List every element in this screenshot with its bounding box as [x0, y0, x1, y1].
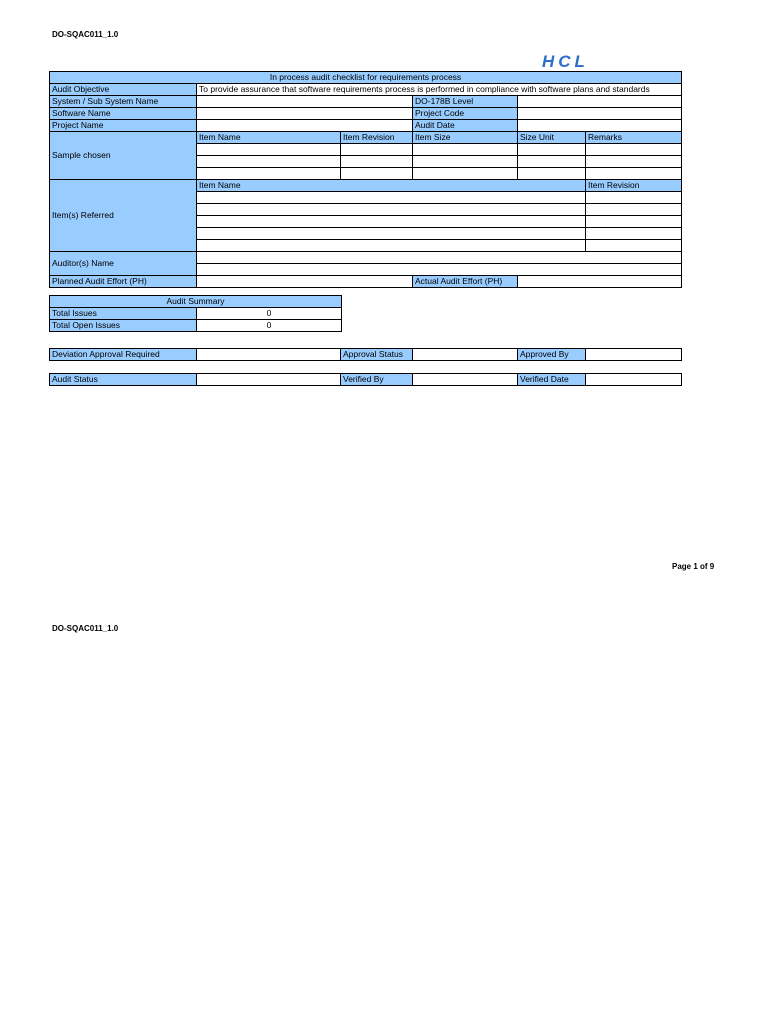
sample-chosen-label: Sample chosen — [50, 132, 197, 180]
verified-by-field[interactable] — [413, 374, 518, 386]
checklist-table — [49, 71, 682, 288]
sample-cell[interactable] — [413, 156, 518, 168]
items-cell[interactable] — [586, 240, 682, 252]
items-col-item-revision: Item Revision — [586, 180, 682, 192]
deviation-table — [49, 348, 682, 361]
sample-cell[interactable] — [413, 168, 518, 180]
sample-col-item-size: Item Size — [413, 132, 518, 144]
sample-cell[interactable] — [518, 156, 586, 168]
items-cell[interactable] — [197, 240, 586, 252]
approval-status-field[interactable] — [413, 349, 518, 361]
items-cell[interactable] — [586, 228, 682, 240]
audit-date-label: Audit Date — [413, 120, 518, 132]
auditors-name-field[interactable] — [197, 252, 682, 264]
do178b-level-field[interactable] — [518, 96, 682, 108]
deviation-approval-label: Deviation Approval Required — [50, 349, 197, 361]
items-cell[interactable] — [197, 192, 586, 204]
planned-effort-label: Planned Audit Effort (PH) — [50, 276, 197, 288]
items-referred-label: Item(s) Referred — [50, 180, 197, 252]
project-name-field[interactable] — [197, 120, 413, 132]
sample-cell[interactable] — [197, 144, 341, 156]
system-name-label: System / Sub System Name — [50, 96, 197, 108]
total-issues-label: Total Issues — [50, 308, 197, 320]
document-code-page2: DO-SQAC011_1.0 — [52, 624, 119, 633]
system-name-field[interactable] — [197, 96, 413, 108]
deviation-approval-field[interactable] — [197, 349, 341, 361]
audit-status-label: Audit Status — [50, 374, 197, 386]
items-cell[interactable] — [197, 228, 586, 240]
audit-summary-title: Audit Summary — [50, 296, 342, 308]
sample-cell[interactable] — [341, 144, 413, 156]
hcl-logo-text: HCL — [542, 53, 589, 69]
project-code-label: Project Code — [413, 108, 518, 120]
total-issues-value: 0 — [197, 308, 342, 320]
document-code: DO-SQAC011_1.0 — [52, 30, 119, 39]
sample-cell[interactable] — [586, 156, 682, 168]
do178b-level-label: DO-178B Level — [413, 96, 518, 108]
project-code-field[interactable] — [518, 108, 682, 120]
page-number: Page 1 of 9 — [672, 562, 715, 571]
software-name-label: Software Name — [50, 108, 197, 120]
actual-effort-field[interactable] — [518, 276, 682, 288]
audit-objective-value: To provide assurance that software requirements process is performed in compliance with software plans and standards — [197, 84, 682, 96]
auditors-name-label: Auditor(s) Name — [50, 252, 197, 276]
items-cell[interactable] — [586, 192, 682, 204]
items-cell[interactable] — [586, 204, 682, 216]
total-open-issues-label: Total Open Issues — [50, 320, 197, 332]
hcl-logo — [540, 53, 634, 69]
hcl-logo-mark — [540, 53, 634, 69]
planned-effort-field[interactable] — [197, 276, 413, 288]
audit-status-table — [49, 373, 682, 386]
items-cell[interactable] — [197, 216, 586, 228]
sample-cell[interactable] — [341, 156, 413, 168]
sample-col-item-revision: Item Revision — [341, 132, 413, 144]
audit-status-field[interactable] — [197, 374, 341, 386]
actual-effort-label: Actual Audit Effort (PH) — [413, 276, 518, 288]
audit-summary-table — [49, 295, 342, 332]
checklist-title: In process audit checklist for requirements process — [50, 72, 682, 84]
sample-cell[interactable] — [197, 156, 341, 168]
total-open-issues-value: 0 — [197, 320, 342, 332]
verified-date-label: Verified Date — [518, 374, 586, 386]
sample-cell[interactable] — [518, 144, 586, 156]
items-cell[interactable] — [586, 216, 682, 228]
sample-cell[interactable] — [518, 168, 586, 180]
software-name-field[interactable] — [197, 108, 413, 120]
auditors-name-field[interactable] — [197, 264, 682, 276]
sample-cell[interactable] — [586, 168, 682, 180]
sample-col-item-name: Item Name — [197, 132, 341, 144]
project-name-label: Project Name — [50, 120, 197, 132]
sample-col-remarks: Remarks — [586, 132, 682, 144]
sample-cell[interactable] — [341, 168, 413, 180]
items-col-item-name: Item Name — [197, 180, 586, 192]
approved-by-label: Approved By — [518, 349, 586, 361]
verified-date-field[interactable] — [586, 374, 682, 386]
items-cell[interactable] — [197, 204, 586, 216]
audit-date-field[interactable] — [518, 120, 682, 132]
sample-cell[interactable] — [197, 168, 341, 180]
approved-by-field[interactable] — [586, 349, 682, 361]
sample-col-size-unit: Size Unit — [518, 132, 586, 144]
audit-objective-label: Audit Objective — [50, 84, 197, 96]
approval-status-label: Approval Status — [341, 349, 413, 361]
sample-cell[interactable] — [586, 144, 682, 156]
sample-cell[interactable] — [413, 144, 518, 156]
verified-by-label: Verified By — [341, 374, 413, 386]
